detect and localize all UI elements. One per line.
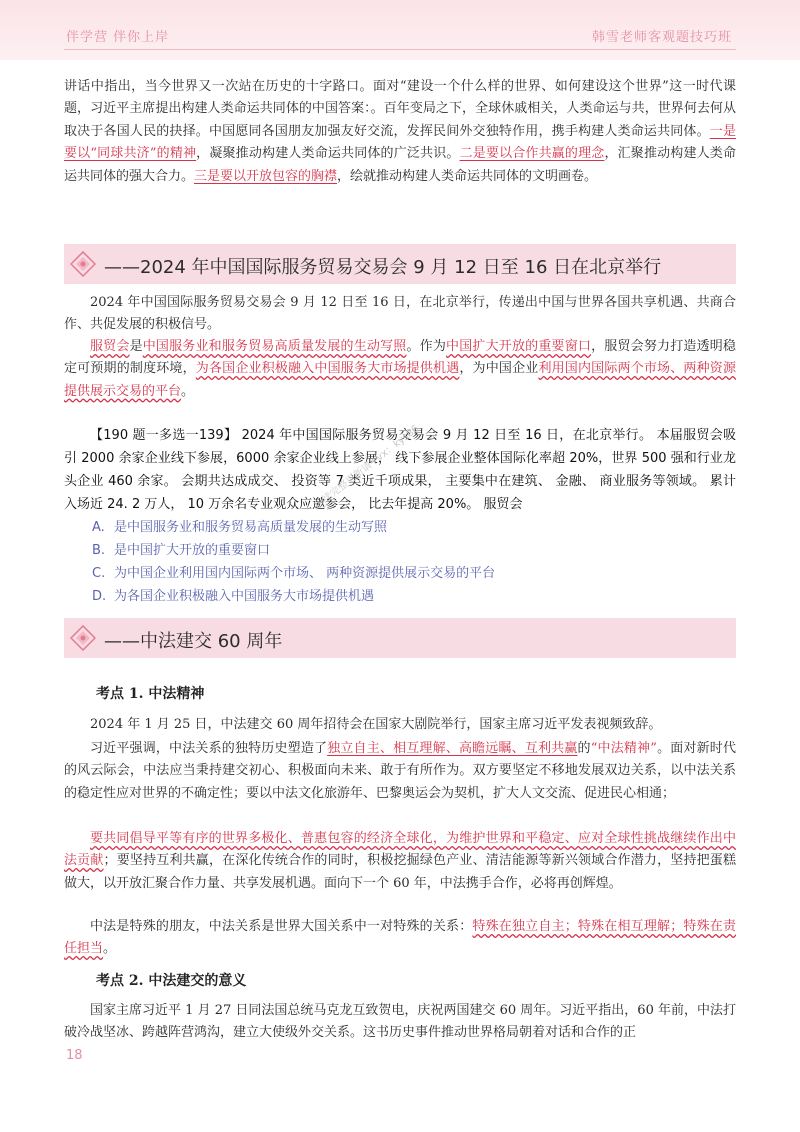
question-stem: 【190 题一多选一139】 2024 年中国国际服务贸易交易会 9 月 12 日至 16 日，在北京举行。 本届服贸会吸引 2000 余家企业线下参展，6000 余家企业线上参展， 线下参展企业整体国际化率超 20%，世界 500 强和行业龙头企业 460 余家。 会期共达成成交、 投资等 7 类近千项成果， 主要集中在建筑、 金融、 商业服务等领域。 累计入场近 24. 2 万人， 10 万余名专业观众应邀参会， 比去年提高 20%。 服贸会 <box>64 428 736 512</box>
body-text: 。 <box>181 383 195 399</box>
option-text: 为各国企业积极融入中国服务大市场提供机遇 <box>114 589 375 604</box>
intro-text: ，汇聚推动构建人类命运共同体的强大合力。 <box>64 146 736 184</box>
option-letter: A. <box>92 520 105 535</box>
highlight-text: 特殊在独立自主；特殊在相互理解；特殊在责任担当 <box>64 919 736 957</box>
sino-french-paragraph-3 <box>64 828 736 895</box>
highlight-text: “中法精神” <box>590 741 657 756</box>
practice-question <box>64 424 736 608</box>
section-title: ——中法建交 60 周年 <box>104 631 283 652</box>
body-text: 是 <box>129 339 143 354</box>
intro-text: 讲话中指出，当今世界又一次站在历史的十字路口。面对“建设一个什么样的世界、如何建设这个世界”这一时代课题，习近平主席提出构建人类命运共同体的中国答案：。百年变局之下，全球休戚相关，人类命运与共，世界何去何从取决于各国人民的抉择。中国愿同各国朋友加强友好交流，发挥民间外交独特作用，携手构建人类命运共同体。 <box>64 79 736 139</box>
highlight-text: 利用国内国际两个市场、两种资源提供展示交易的平台 <box>64 361 736 399</box>
option-d[interactable] <box>92 585 736 608</box>
sino-french-paragraph-4 <box>64 916 736 961</box>
body-text: 。作为 <box>406 339 447 354</box>
header-divider <box>64 49 736 50</box>
body-text: ，服贸会努力打造透明稳定可预期的制度环境， <box>64 339 736 377</box>
intro-highlight-3: 三是要以开放包容的胸襟 <box>194 168 338 184</box>
ciftis-paragraph-1: 2024 年中国国际服务贸易交易会 9 月 12 日至 16 日，在北京举行，传递出中国与世界各国共享机遇、共商合作、共促发展的积极信号。 <box>64 295 736 333</box>
header-slogan: 伴学营 伴你上岸 <box>66 30 170 45</box>
highlight-text: 服贸会 <box>90 339 130 354</box>
highlight-text: 中国服务业和服务贸易高质量发展的生动写照 <box>142 339 407 354</box>
diamond-emblem-icon <box>70 251 96 277</box>
diamond-emblem-icon <box>70 625 96 651</box>
option-letter: D. <box>92 589 107 604</box>
sino-french-paragraph-1: 2024 年 1 月 25 日，中法建交 60 周年招待会在国家大剧院举行，国家主席习近平发表视频致辞。 <box>90 717 662 732</box>
highlight-text: 要共同倡导平等有序的世界多极化、普惠包容的经济全球化，为维护世界和平稳定、应对全球性挑战继续作出中法贡献 <box>64 831 736 869</box>
section-banner-sino-french <box>64 618 736 658</box>
body-text: 中法是特殊的朋友，中法关系是世界大国关系中一对特殊的关系： <box>90 919 473 934</box>
kaodian-1-heading: 考点 1. 中法精神 <box>96 686 205 702</box>
ciftis-paragraph-2 <box>64 336 736 403</box>
body-text: 的 <box>577 741 591 756</box>
sino-french-paragraph-5: 国家主席习近平 1 月 27 日同法国总统马克龙互致贺电，庆祝两国建交 60 周年。习近平指出，60 年前，中法打破冷战坚冰、跨越阵营鸿沟，建立大使级外交关系。这书历史事件推动世界格局朝着对话和合作的正 <box>64 1003 736 1041</box>
intro-highlight-1: 一是要以“同球共济”的精神 <box>64 123 736 162</box>
option-text: 是中国服务业和服务贸易高质量发展的生动写照 <box>114 520 388 535</box>
option-letter: B. <box>92 543 106 558</box>
intro-text: ，绘就推动构建人类命运共同体的文明画卷。 <box>337 168 598 184</box>
page-number: 18 <box>66 1048 83 1063</box>
option-text: 是中国扩大开放的重要窗口 <box>114 543 271 558</box>
option-c[interactable] <box>92 562 736 585</box>
body-text: 。 <box>103 941 117 957</box>
intro-highlight-2: 二是要以合作共赢的理念 <box>459 146 605 162</box>
kaodian-2-heading: 考点 2. 中法建交的意义 <box>96 973 247 989</box>
highlight-text: 为各国企业积极融入中国服务大市场提供机遇 <box>195 361 460 377</box>
section-title: ——2024 年中国国际服务贸易交易会 9 月 12 日至 16 日在北京举行 <box>104 257 662 278</box>
option-b[interactable] <box>92 539 736 562</box>
intro-text: ，凝聚推动构建人类命运共同体的广泛共识。 <box>196 146 460 162</box>
page-header <box>0 0 800 60</box>
highlight-text: 独立自主、相互理解、高瞻远瞩、互利共赢 <box>327 741 578 756</box>
header-course-title: 韩雪老师客观题技巧班 <box>591 30 732 45</box>
body-text: ，为中国企业 <box>459 361 539 377</box>
option-a[interactable] <box>92 516 736 539</box>
intro-paragraph <box>64 76 736 188</box>
sino-french-paragraph-2 <box>64 738 736 805</box>
section-banner-ciftis <box>64 244 736 284</box>
highlight-text: 中国扩大开放的重要窗口 <box>446 339 592 354</box>
body-text: 习近平强调，中法关系的独特历史塑造了 <box>90 741 328 756</box>
watermark: 后续完整更新请+vx：kys86 <box>312 423 422 512</box>
body-text: ；要坚持互利共赢，在深化传统合作的同时，积极挖掘绿色产业、清洁能源等新兴领域合作潜力，坚持把蛋糕做大，以开放汇聚合作力量、共享发展机遇。面向下一个 60 年，中法携手合作，必将再创辉煌。 <box>64 853 736 891</box>
body-text: 。面对新时代的风云际会，中法应当秉持建交初心、积极面向未来、敢于有所作为。双方要坚定不移地发展双边关系，以中法关系的稳定性应对世界的不确定性；要以中法文化旅游年、巴黎奥运会为契机，扩大人文交流、促进民心相通； <box>64 741 736 801</box>
option-text: 为中国企业利用国内国际两个市场、 两种资源提供展示交易的平台 <box>114 566 496 581</box>
option-letter: C. <box>92 566 106 581</box>
